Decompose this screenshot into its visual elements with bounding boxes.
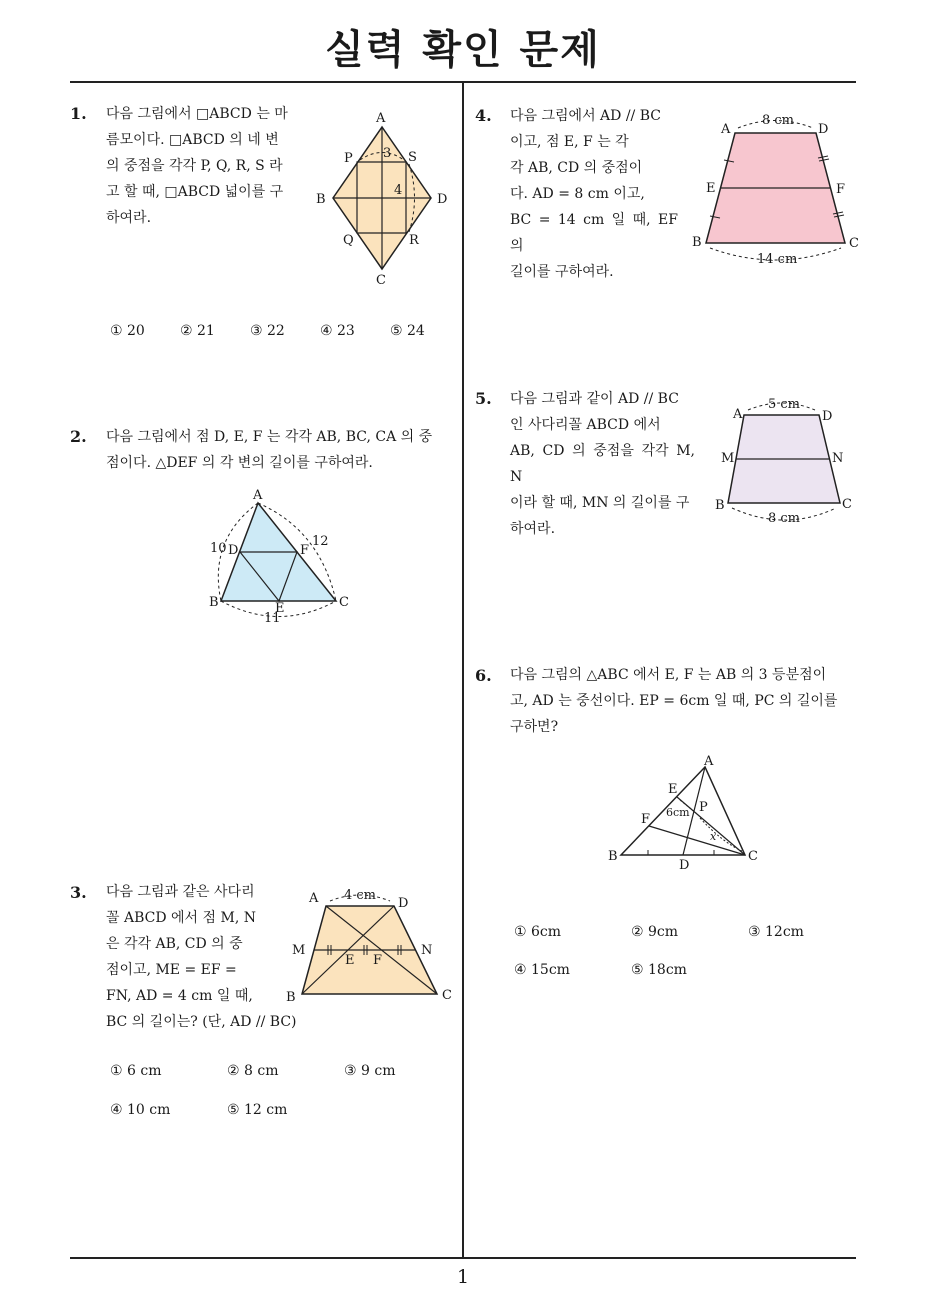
q1-line: 하여라. [106,210,152,226]
q6-number: 6. [475,666,492,685]
q1-label-Q: Q [343,233,354,248]
q5-label-M: M [721,451,735,466]
q6-line: 고, AD 는 중선이다. EP = 6cm 일 때, PC 의 길이를 [510,693,838,709]
q3-choice-4[interactable]: ④ 10 cm [110,1102,171,1118]
q5-line: 다음 그림과 같이 AD // BC [510,391,679,407]
q5-label-B: B [715,498,725,513]
q3-label-E: E [345,953,355,968]
q3-line: 은 각각 AB, CD 의 중 [106,936,243,952]
q6-label-A: A [704,754,714,769]
q5-line: 이라 할 때, MN 의 길이를 구 [510,495,690,511]
q2-label-E: E [275,601,285,616]
q4-label-bottom: 14 cm [757,252,798,267]
q5-label-N: N [832,451,844,466]
q2-line: 점이다. △DEF 의 각 변의 길이를 구하여라. [106,455,373,471]
q3-line: FN, AD = 4 cm 일 때, [106,988,253,1004]
q5-label-A: A [733,407,743,422]
q2-label-C: C [339,595,349,610]
q4-label-C: C [849,236,859,251]
q6-label-F: F [641,812,651,827]
q6-label-D: D [679,858,690,873]
q3-choice-2[interactable]: ② 8 cm [227,1063,279,1079]
q2-number: 2. [70,427,87,446]
q6-line: 다음 그림의 △ABC 에서 E, F 는 AB 의 3 등분점이 [510,667,827,683]
q3-label-A: A [309,891,319,906]
q4-line: 각 AB, CD 의 중점이 [510,160,643,176]
q1-line: 의 중점을 각각 P, Q, R, S 라 [106,158,283,174]
q4-line: 길이를 구하여라. [510,264,614,280]
q5-label-top: 5 cm [768,397,801,412]
q2-label-B: B [209,595,219,610]
q4-line: 다음 그림에서 AD // BC [510,108,661,124]
q5-number: 5. [475,389,492,408]
q1-line: 름모이다. □ABCD 의 네 변 [106,132,279,148]
q5-label-D: D [822,409,833,424]
q1-number: 1. [70,104,87,123]
q6-choice-2[interactable]: ② 9cm [631,924,679,940]
q4-line: 다. AD = 8 cm 이고, [510,186,645,202]
q4-label-D: D [818,122,829,137]
q3-choice-3[interactable]: ③ 9 cm [344,1063,396,1079]
q5-label-C: C [842,497,852,512]
q2-label-D: D [228,543,239,558]
q6-choice-5[interactable]: ⑤ 18cm [631,962,687,978]
q1-label-4: 4 [394,183,403,198]
q1-label-S: S [408,150,417,165]
q6-label-6cm: 6cm [666,806,690,819]
q5-line: 하여라. [510,521,556,537]
q3-choice-1[interactable]: ① 6 cm [110,1063,162,1079]
q3-choice-5[interactable]: ⑤ 12 cm [227,1102,288,1118]
q6-label-B: B [608,849,618,864]
q6-line: 구하면? [510,719,559,735]
q6-label-C: C [748,849,758,864]
q4-label-A: A [721,122,731,137]
q1-choice-5[interactable]: ⑤ 24 [390,323,425,339]
q4-line: 이고, 점 E, F 는 각 [510,134,629,150]
q3-number: 3. [70,883,87,902]
q6-label-x: x [710,830,717,843]
q3-label-F: F [373,953,383,968]
q6-choice-4[interactable]: ④ 15cm [514,962,570,978]
q4-label-top: 8 cm [762,113,795,128]
q3-label-M: M [292,943,306,958]
q3-line: 꼴 ABCD 에서 점 M, N [106,910,256,926]
q2-label-F: F [300,543,310,558]
q4-line: BC = 14 cm 일 때, EF 의 [510,212,678,254]
q1-label-D: D [437,192,448,207]
q1-choice-4[interactable]: ④ 23 [320,323,355,339]
page-number: 1 [456,1266,470,1288]
q5-line: 인 사다리꼴 ABCD 에서 [510,417,661,433]
q1-label-B: B [316,192,326,207]
q1-label-3: 3 [383,146,392,161]
q4-label-F: F [836,182,846,197]
q6-label-P: P [699,800,708,815]
q1-line: 다음 그림에서 □ABCD 는 마 [106,106,288,122]
q4-label-B: B [692,235,702,250]
q2-label-10: 10 [210,541,227,556]
q1-choice-1[interactable]: ① 20 [110,323,145,339]
q1-choice-3[interactable]: ③ 22 [250,323,285,339]
q2-line: 다음 그림에서 점 D, E, F 는 각각 AB, BC, CA 의 중 [106,429,433,445]
q1-line: 고 할 때, □ABCD 넓이를 구 [106,184,284,200]
q3-label-D: D [398,896,409,911]
q1-choice-2[interactable]: ② 21 [180,323,215,339]
q6-choice-3[interactable]: ③ 12cm [748,924,804,940]
q2-label-11: 11 [264,611,281,626]
q2-label-A: A [253,488,263,503]
q2-label-12: 12 [312,534,329,549]
q3-label-C: C [442,988,452,1003]
q3-label-N: N [421,943,433,958]
q1-label-R: R [409,233,419,248]
q5-label-bottom: 8 cm [768,511,801,526]
q1-label-C: C [376,273,386,288]
q6-label-E: E [668,782,678,797]
q3-label-top: 4 cm [344,888,377,903]
q6-choice-1[interactable]: ① 6cm [514,924,562,940]
q3-line: BC 의 길이는? (단, AD // BC) [106,1014,297,1030]
q3-label-B: B [286,990,296,1005]
q5-line: AB, CD 의 중점을 각각 M, N [510,443,695,485]
page-title: 실력 확인 문제 [325,27,601,73]
q3-line: 점이고, ME = EF = [106,962,237,978]
q3-line: 다음 그림과 같은 사다리 [106,884,255,900]
q4-label-E: E [706,181,716,196]
q1-label-P: P [344,151,353,166]
q4-number: 4. [475,106,492,125]
q1-label-A: A [376,111,386,126]
